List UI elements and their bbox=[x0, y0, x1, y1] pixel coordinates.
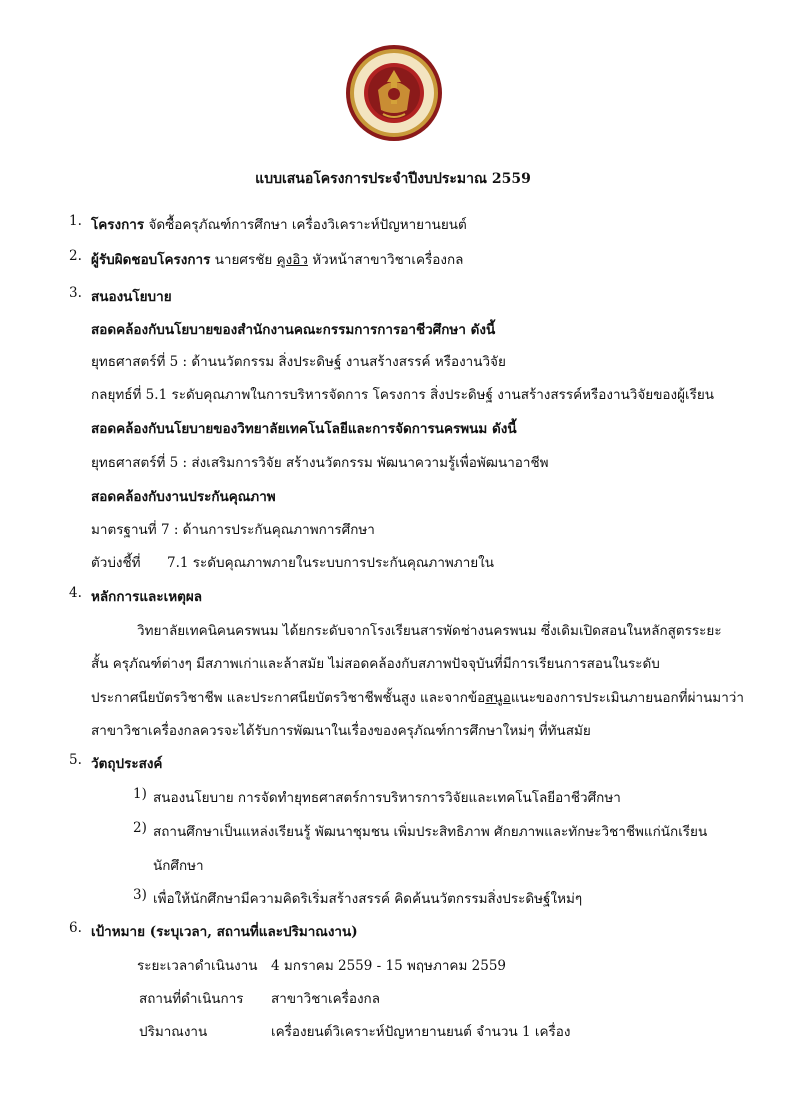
s1-number: 1. bbox=[69, 213, 82, 229]
s2-line bbox=[91, 248, 463, 270]
s6-row3-key: ปริมาณงาน bbox=[139, 1024, 208, 1040]
s5-obj2-line2: นักศึกษา bbox=[153, 858, 204, 874]
s4-line4: สาขาวิชาเครื่องกลควรจะได้รับการพัฒนาในเรื่องของครุภัณฑ์การศึกษาใหม่ๆ ที่ทันสมัย bbox=[91, 723, 591, 739]
s4-line1: วิทยาลัยเทคนิคนครพนม ได้ยกระดับจากโรงเรียนสารพัดช่างนครพนม ซึ่งเดิมเปิดสอนในหลักสูตรระยะ bbox=[137, 623, 722, 639]
s1-label: โครงการ bbox=[91, 217, 145, 233]
s3-p2-line1: ยุทธศาสตร์ที่ 5 : ส่งเสริมการวิจัย สร้างนวัตกรรม พัฒนาความรู้เพื่อพัฒนาอาชีพ bbox=[91, 455, 549, 471]
s2-name: นายศรชัย bbox=[214, 252, 273, 268]
s5-obj2-line1: สถานศึกษาเป็นแหล่งเรียนรู้ พัฒนาชุมชน เพิ่มประสิทธิภาพ ศักยภาพและทักษะวิชาชีพแก่นักเรียน bbox=[153, 824, 708, 840]
s6-row1-value: 4 มกราคม 2559 - 15 พฤษภาคม 2559 bbox=[271, 958, 507, 974]
s3-p3-line1: มาตรฐานที่ 7 : ด้านการประกันคุณภาพการศึกษา bbox=[91, 522, 375, 538]
s2-label: ผู้รับผิดชอบโครงการ bbox=[91, 252, 211, 268]
page-title: แบบเสนอโครงการประจำปีงบประมาณ 2559 bbox=[255, 171, 531, 187]
s4-line3-underlined: สนูอ bbox=[485, 690, 511, 706]
s5-obj3: เพื่อให้นักศึกษามีความคิดริเริ่มสร้างสรรค์ คิดค้นนวัตกรรมสิ่งประดิษฐ์ใหม่ๆ bbox=[153, 891, 583, 907]
s3-number: 3. bbox=[69, 285, 82, 301]
s3-p1-heading: สอดคล้องกับนโยบายของสำนักงานคณะกรรมการการอาชีวศึกษา ดังนี้ bbox=[91, 322, 496, 338]
s3-p1-line1: ยุทธศาสตร์ที่ 5 : ด้านนวัตกรรม สิ่งประดิษฐ์ งานสร้างสรรค์ หรืองานวิจัย bbox=[91, 354, 506, 370]
s3-p2-heading: สอดคล้องกับนโยบายของวิทยาลัยเทคโนโลยีและการจัดการนครพนม ดังนี้ bbox=[91, 421, 517, 437]
s6-label: เป้าหมาย (ระบุเวลา, สถานที่และปริมาณงาน) bbox=[91, 924, 358, 940]
s3-p1-line2: กลยุทธ์ที่ 5.1 ระดับคุณภาพในการบริหารจัดการ โครงการ สิ่งประดิษฐ์ งานสร้างสรรค์หรืองานวิจัยของผู้เรียน bbox=[91, 387, 715, 403]
s5-obj3-number: 3) bbox=[133, 887, 147, 903]
s4-line3 bbox=[91, 686, 744, 708]
s4-line3-a: ประกาศนียบัตรวิชาชีพ และประกาศนียบัตรวิชาชีพชั้นสูง และจากข้อ bbox=[91, 690, 486, 706]
s2-text: หัวหน้าสาขาวิชาเครื่องกล bbox=[312, 252, 464, 268]
s3-p3-heading: สอดคล้องกับงานประกันคุณภาพ bbox=[91, 489, 276, 505]
s4-label: หลักการและเหตุผล bbox=[91, 589, 203, 605]
s2-number: 2. bbox=[69, 248, 82, 264]
s3-p3-line2-text: 7.1 ระดับคุณภาพภายในระบบการประกันคุณภาพภายใน bbox=[167, 555, 495, 571]
s3-label: สนองนโยบาย bbox=[91, 289, 172, 305]
s3-p3-line2-label: ตัวบ่งชี้ที่ bbox=[91, 555, 141, 571]
s5-obj1-number: 1) bbox=[133, 786, 147, 802]
s5-number: 5. bbox=[69, 752, 82, 768]
s6-row3-value: เครื่องยนต์วิเคราะห์ปัญหายานยนต์ จำนวน 1 เครื่อง bbox=[271, 1024, 571, 1040]
s5-obj1: สนองนโยบาย การจัดทำยุทธศาสตร์การบริหารการวิจัยและเทคโนโลยีอาชีวศึกษา bbox=[153, 790, 621, 806]
s6-row2-value: สาขาวิชาเครื่องกล bbox=[271, 991, 380, 1007]
s6-number: 6. bbox=[69, 920, 82, 936]
s4-line3-b: แนะของการประเมินภายนอกที่ผ่านมาว่า bbox=[510, 690, 744, 706]
vocational-education-commission-seal bbox=[345, 44, 443, 142]
s1-text: จัดซื้อครุภัณฑ์การศึกษา เครื่องวิเคราะห์ปัญหายานยนต์ bbox=[148, 217, 467, 233]
s2-surname: คูงอิว bbox=[276, 252, 308, 268]
s6-row2-key: สถานที่ดำเนินการ bbox=[139, 991, 244, 1007]
s1-line bbox=[91, 213, 467, 235]
s5-label: วัตถุประสงค์ bbox=[91, 756, 163, 772]
s6-row1-key: ระยะเวลาดำเนินงาน bbox=[137, 958, 258, 974]
s5-obj2-number: 2) bbox=[133, 820, 147, 836]
s4-number: 4. bbox=[69, 585, 82, 601]
s4-line2: สั้น ครุภัณฑ์ต่างๆ มีสภาพเก่าและล้าสมัย ไม่สอดคล้องกับสภาพปัจจุบันที่มีการเรียนการสอนในระดับ bbox=[91, 656, 660, 672]
